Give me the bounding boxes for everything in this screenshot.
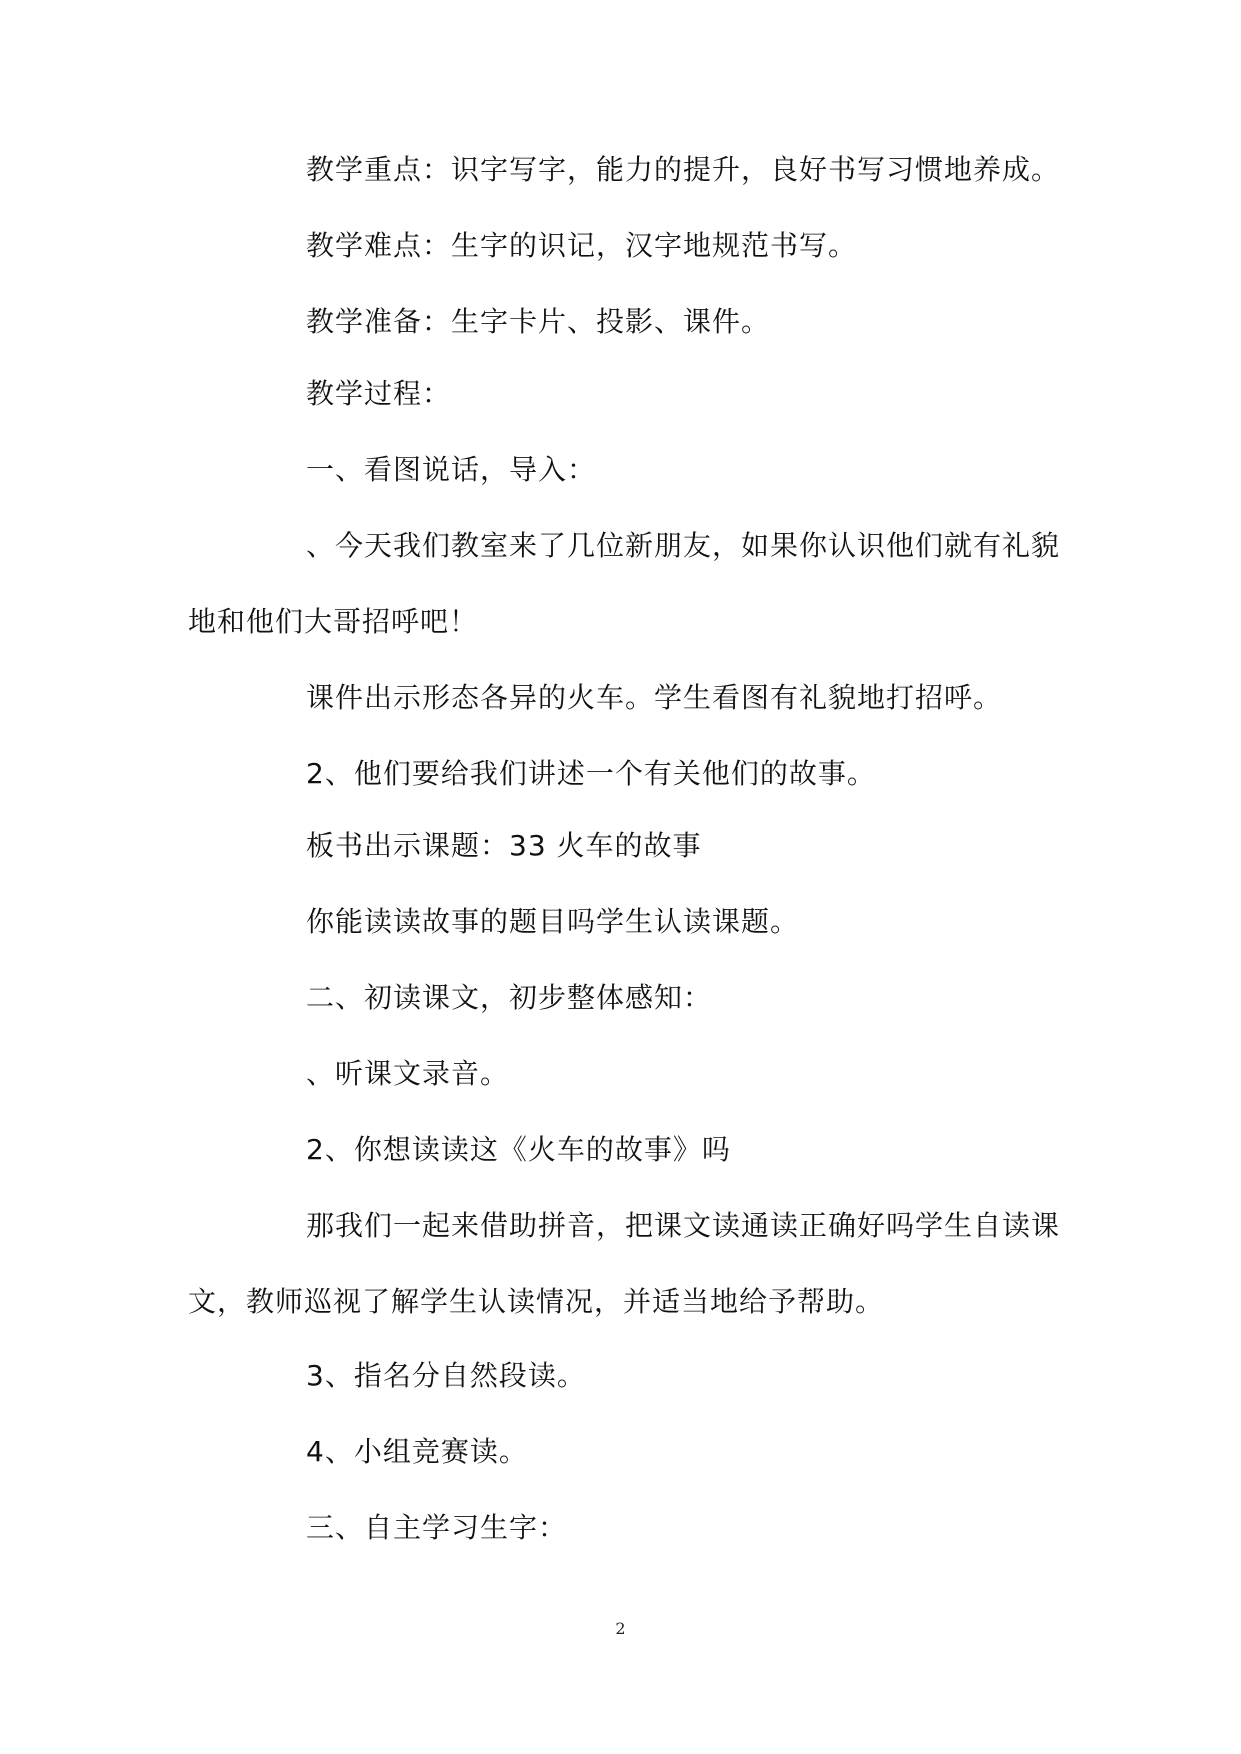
paragraph-board-title: 板书出示课题：33 火车的故事 [306,829,702,862]
paragraph-greeting-line-2: 地和他们大哥招呼吧！ [188,605,479,638]
section-heading-two: 二、初读课文，初步整体感知： [306,981,713,1014]
paragraph-group-reading: 4、小组竞赛读。 [306,1435,528,1468]
paragraph-story-intro: 2、他们要给我们讲述一个有关他们的故事。 [306,757,876,790]
paragraph-named-reading: 3、指名分自然段读。 [306,1359,586,1392]
paragraph-pinyin-line-2: 文，教师巡视了解学生认读情况，并适当地给予帮助。 [188,1285,885,1318]
page-number: 2 [615,1619,626,1638]
paragraph-key-points: 教学重点：识字写字，能力的提升，良好书写习惯地养成。 [306,153,1061,186]
paragraph-process-heading: 教学过程： [306,377,452,410]
paragraph-difficulties: 教学难点：生字的识记，汉字地规范书写。 [306,229,858,262]
paragraph-courseware: 课件出示形态各异的火车。学生看图有礼貌地打招呼。 [306,681,1003,714]
section-heading-one: 一、看图说话，导入： [306,453,597,486]
paragraph-read-title: 你能读读故事的题目吗学生认读课题。 [306,905,800,938]
paragraph-pinyin-line-1: 那我们一起来借助拼音，把课文读通读正确好吗学生自读课 [306,1209,1061,1242]
paragraph-want-read: 2、你想读读这《火车的故事》吗 [306,1133,731,1166]
section-heading-three: 三、自主学习生字： [306,1511,568,1544]
paragraph-listen: 、听课文录音。 [306,1057,510,1090]
paragraph-greeting-line-1: 、今天我们教室来了几位新朋友，如果你认识他们就有礼貌 [306,529,1061,562]
paragraph-preparation: 教学准备：生字卡片、投影、课件。 [306,305,771,338]
